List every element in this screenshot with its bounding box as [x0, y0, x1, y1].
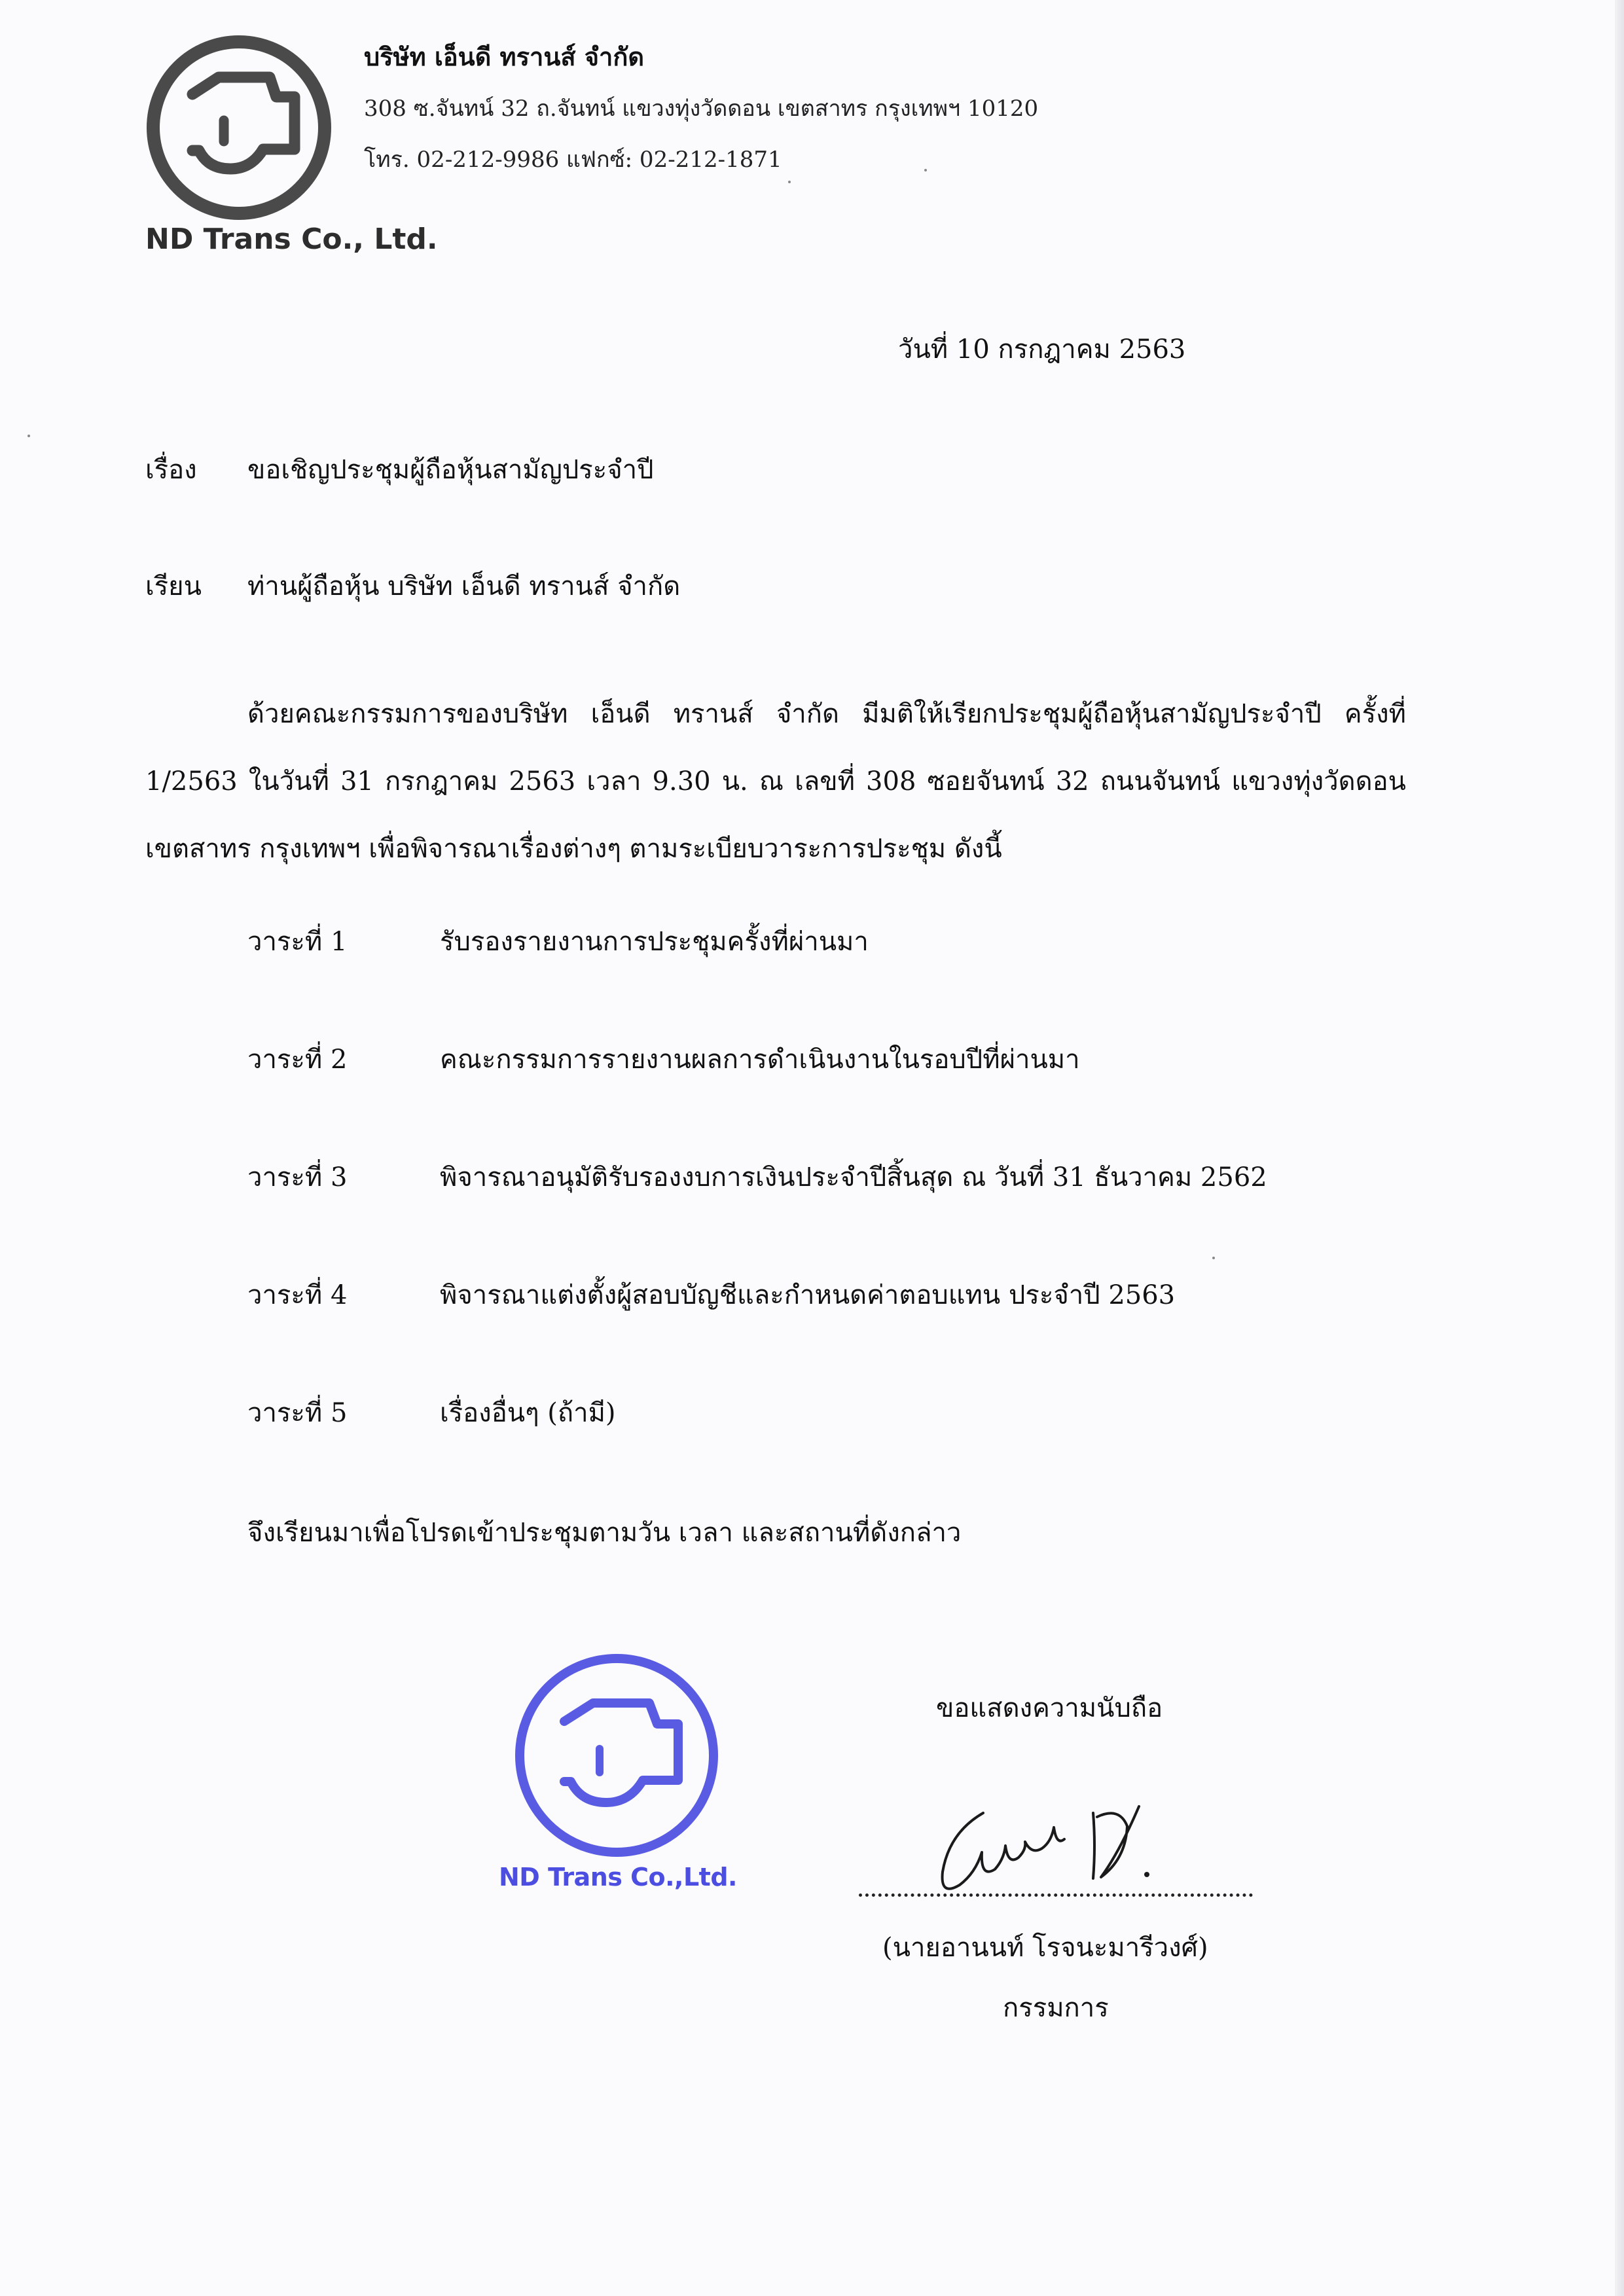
recipient-text: ท่านผู้ถือหุ้น บริษัท เอ็นดี ทรานส์ จำกัด — [247, 571, 681, 601]
signature-line — [859, 1893, 1253, 1897]
logo-caption: ND Trans Co., Ltd. — [145, 223, 438, 256]
closing-sentence: จึงเรียนมาเพื่อโปรดเข้าประชุมตามวัน เวลา และสถานที่ดังกล่าว — [247, 1518, 962, 1548]
company-stamp — [512, 1651, 721, 1860]
company-name: บริษัท เอ็นดี ทรานส์ จำกัด — [364, 42, 645, 71]
letter-date: วันที่ 10 กรกฎาคม 2563 — [898, 334, 1186, 365]
page-edge — [1615, 0, 1624, 2296]
subject-label: เรื่อง — [145, 455, 197, 485]
agenda-label: วาระที่ 2 — [247, 1045, 348, 1075]
agenda-label: วาระที่ 4 — [247, 1280, 348, 1310]
scan-speck — [1212, 1257, 1215, 1259]
agenda-label: วาระที่ 1 — [247, 927, 348, 957]
company-address: 308 ซ.จันทน์ 32 ถ.จันทน์ แขวงทุ่งวัดดอน เขตสาทร กรุงเทพฯ 10120 — [364, 96, 1039, 122]
signatory-name: (นายอานนท์ โรจนะมารีวงศ์) — [882, 1933, 1208, 1963]
agenda-text: เรื่องอื่นๆ (ถ้ามี) — [440, 1398, 616, 1428]
recipient-label: เรียน — [145, 571, 202, 601]
scan-speck — [924, 169, 927, 171]
agenda-text: พิจารณาแต่งตั้งผู้สอบบัญชีและกำหนดค่าตอบแทน ประจำปี 2563 — [440, 1280, 1176, 1310]
subject-text: ขอเชิญประชุมผู้ถือหุ้นสามัญประจำปี — [247, 455, 654, 485]
agenda-label: วาระที่ 3 — [247, 1162, 348, 1193]
agenda-label: วาระที่ 5 — [247, 1398, 348, 1428]
company-logo — [145, 34, 333, 221]
agenda-text: พิจารณาอนุมัติรับรองงบการเงินประจำปีสิ้นสุด ณ วันที่ 31 ธันวาคม 2562 — [440, 1162, 1267, 1193]
closing-regards: ขอแสดงความนับถือ — [936, 1693, 1163, 1723]
company-contact: โทร. 02-212-9986 แฟกซ์: 02-212-1871 — [364, 147, 782, 173]
agenda-text: คณะกรรมการรายงานผลการดำเนินงานในรอบปีที่ผ่านมา — [440, 1045, 1080, 1075]
handwritten-signature — [897, 1787, 1237, 1911]
body-paragraph: ด้วยคณะกรรมการของบริษัท เอ็นดี ทรานส์ จำกัด มีมติให้เรียกประชุมผู้ถือหุ้นสามัญประจำปี ครั้งที่ 1/2563 ในวันที่ 31 กรกฎาคม 2563 เวลา 9.30 น. ณ เลขที่ 308 ซอยจันทน์ 32 ถนนจันทน์ แขวงทุ่งวัดดอน เขตสาทร กรุงเทพฯ เพื่อพิจารณาเรื่องต่างๆ ตามระเบียบวาระการประชุม ดังนี้ — [145, 699, 1406, 864]
scan-speck — [788, 181, 791, 183]
signatory-title: กรรมการ — [1003, 1993, 1109, 2023]
stamp-caption: ND Trans Co.,Ltd. — [499, 1863, 737, 1892]
scan-speck — [27, 435, 30, 437]
agenda-text: รับรองรายงานการประชุมครั้งที่ผ่านมา — [440, 927, 869, 957]
